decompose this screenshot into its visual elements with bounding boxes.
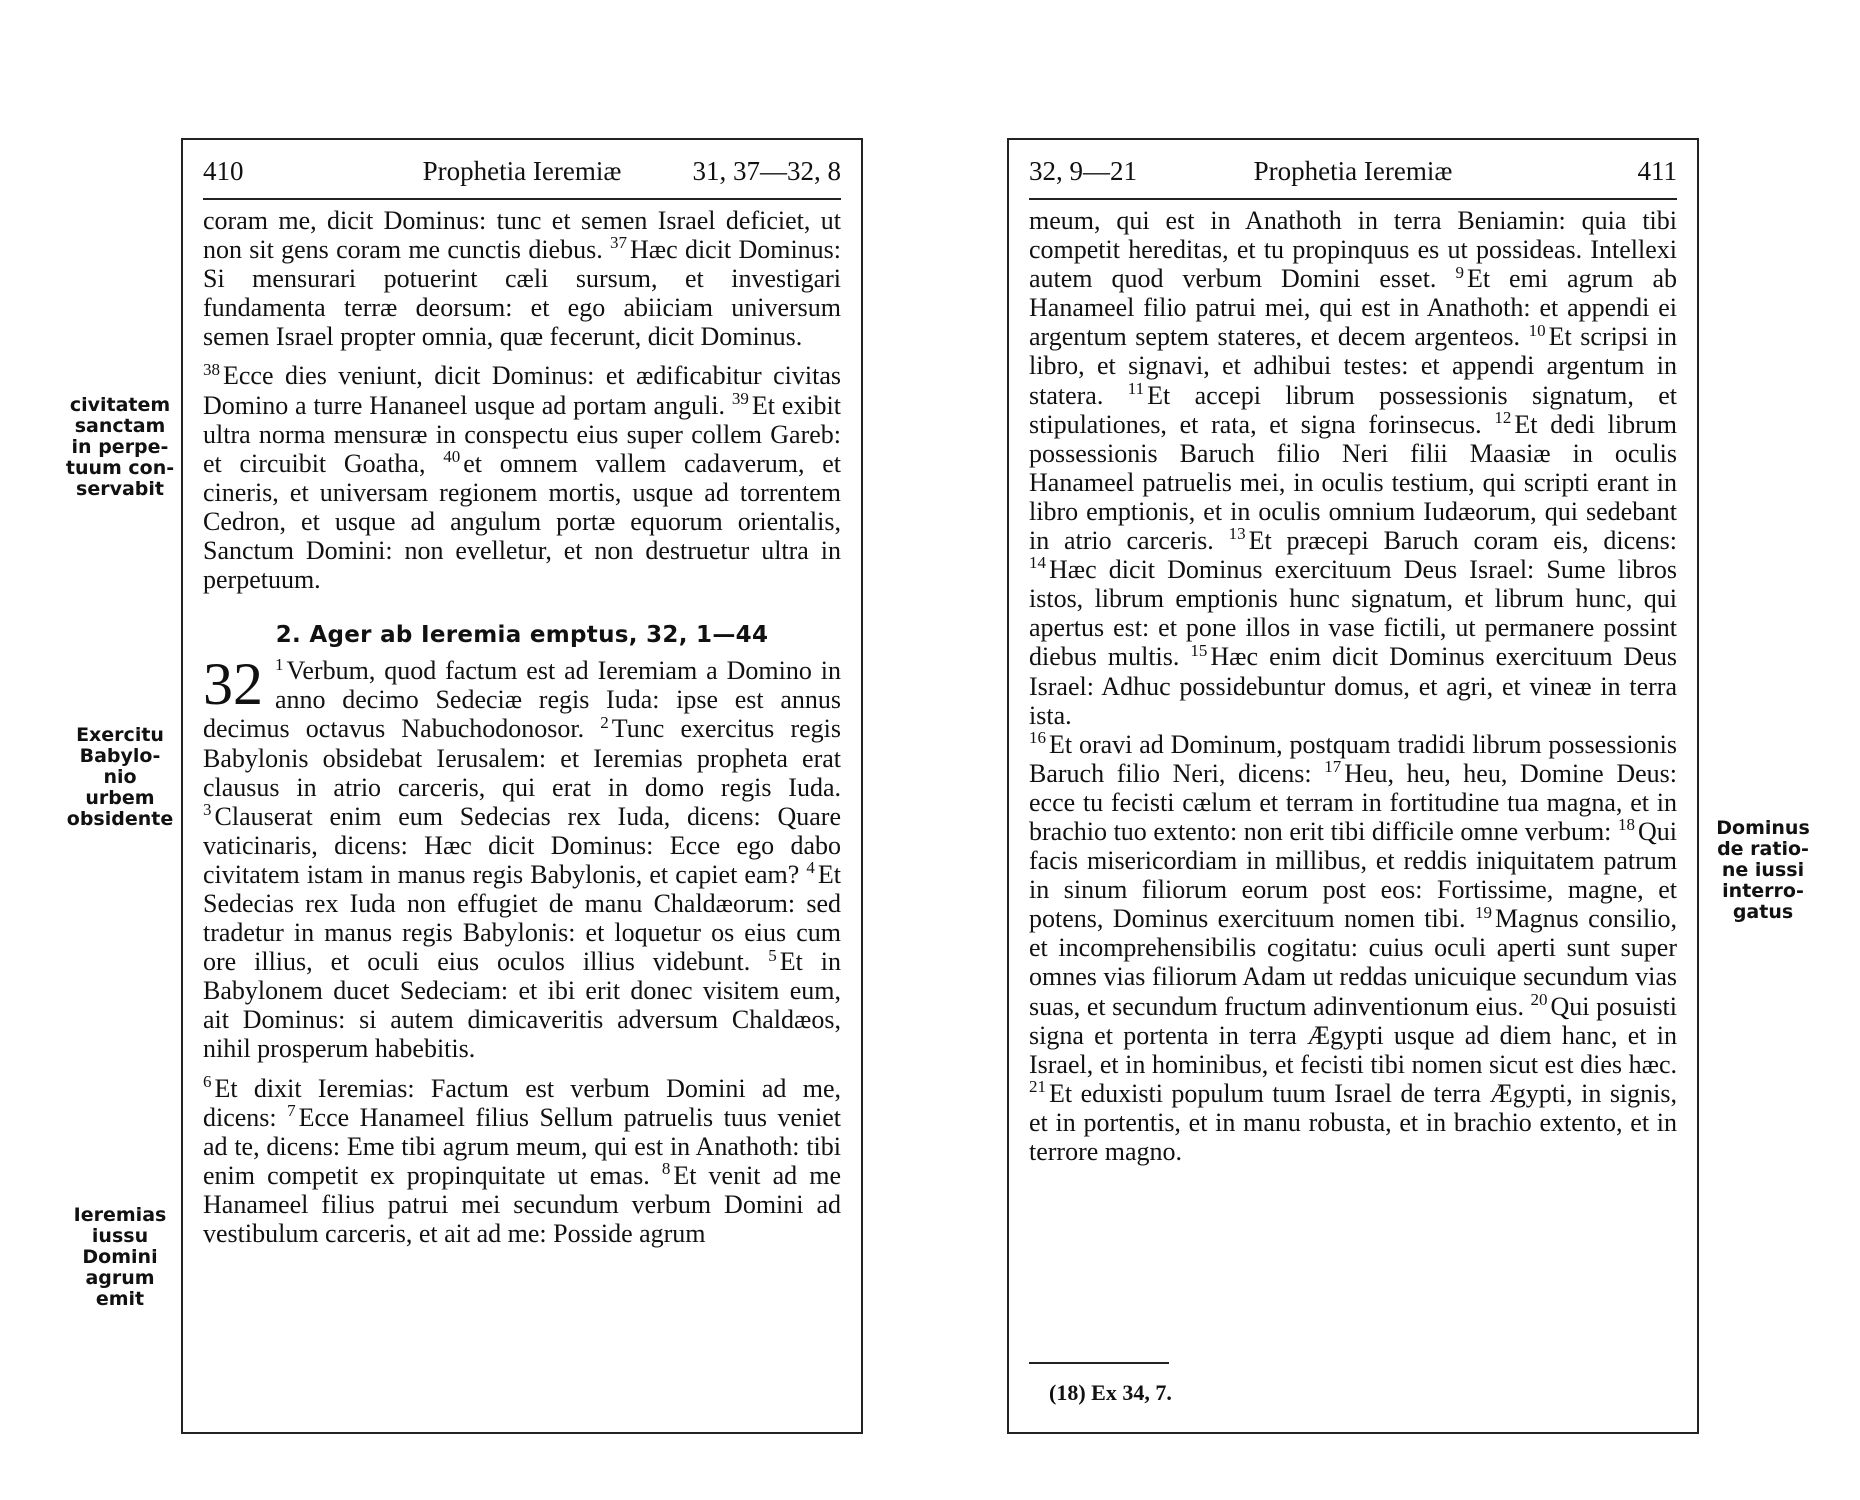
chapter-number: 32 <box>203 651 263 718</box>
paragraph: $^{16}$ Et oravi ad Dominum, postquam tradidi librum possessionis Baruch filio Neri, dicens: $^{17}$ Heu, heu, heu, Domine Deus: ecce tu fecisti cælum et terram in fortitudine tua magna, et in brachio tuo extento: non erit tibi difficile omne verbum: $^{18}$ Qui facis misericordiam in millibus, et reddis iniquitatem patrum in sinum filiorum eorum post eos: Fortissime, magne, et potens, Dominus exercituum nomen tibi. $^{19}$ Magnus consilio, et incomprehensibilis cogitatu: cuius oculi aperti sunt super omnes vias filiorum Adam ut reddas unicuique secundum vias suas, et secundum fructum adinventionum eius. $^{20}$ Qui posuisti signa et portenta in terra Ægypti usque ad diem hanc, et in Israel, et in hominibus, et fecisti tibi nomen sicut est dies hæc. $^{21}$ Et eduxisti populum tuum Israel de terra Ægypti, in signis, et in portentis, et in manu robusta, et in brachio extento, et in terrore magno. <box>1029 728 1678 1166</box>
verse-number: 4 <box>806 858 815 878</box>
right-page-body <box>1029 206 1677 1166</box>
chapter-reference: 31, 37—32, 8 <box>692 156 841 186</box>
paragraph: $^6$ Et dixit Ieremias: Factum est verbum Domini ad me, dicens: $^7$ Ecce Hanameel filius Sellum patruelis tuus veniet ad te, dicens: Eme tibi agrum meum, qui est in Anathoth: tibi enim competit ex propinquitate ut emas. $^8$ Et venit ad me Hanameel filius patrui mei secundum verbum Domini ad vestibulum carceris, et ait ad me: Posside agrum <box>203 1071 842 1248</box>
verse-number: 19 <box>1474 902 1492 922</box>
chapter-reference: 32, 9—21 <box>1029 156 1137 186</box>
margin-note-dominus: Dominus de ratio- ne iussi interro- gatus <box>1716 817 1810 923</box>
verse-number: 3 <box>203 800 212 820</box>
verse-number: 40 <box>443 447 461 467</box>
paragraph: meum, qui est in Anathoth in terra Beniamin: quia tibi competit hereditas, et tu propinquus es ut possideas. Intellexi autem quod verbum Domini esset. $^9$ Et emi agrum ab Hanameel filio patrui mei, qui est in Anathoth: et appendi ei argentum septem stateres, et decem argenteos. $^{10}$ Et scripsi in libro, et signavi, et adhibui testes: et appendi argentum in statera. $^{11}$ Et accepi librum possessionis signatum, et stipulationes, et rata, et signa forinsecus. $^{12}$ Et dedi librum possessionis Baruch filio Neri filii Maasiæ in oculis Hanameel patruelis mei, in oculis testium, qui scripti erant in libro emptionis, et in oculis omnium Iudæorum, qui sedebant in atrio carceris. $^{13}$ Et præcepi Baruch coram eis, dicens: $^{14}$ Hæc dicit Dominus exercituum Deus Israel: Sume libros istos, librum emptionis hunc signatum, et librum hunc, qui apertus est: et pone illos in vase fictili, ut permanere possint diebus multis. $^{15}$ Hæc enim dicit Dominus exercituum Deus Israel: Adhuc possidebuntur domus, et agri, et vineæ in terra ista. <box>1029 206 1678 730</box>
header-rule <box>1029 198 1677 200</box>
verse-number: 1 <box>275 654 284 674</box>
verse-number: 2 <box>600 712 609 732</box>
paragraph: coram me, dicit Dominus: tunc et semen Israel deficiet, ut non sit gens coram me cunctis diebus. $^{37}$ Hæc dicit Dominus: Si mensurari potuerint cæli sursum, et investigari fundamenta terræ deorsum: et ego abiiciam universum semen Israel propter omnia, quæ fecerunt, dicit Dominus. <box>203 206 842 352</box>
footnote-rule <box>1029 1362 1169 1364</box>
verse-number: 6 <box>203 1071 212 1091</box>
verse-number: 14 <box>1029 553 1046 573</box>
verse-number: 15 <box>1190 640 1208 660</box>
running-title: Prophetia Ieremiæ <box>1253 156 1453 186</box>
verse-number: 12 <box>1494 408 1512 427</box>
verse-number: 18 <box>1618 815 1636 835</box>
margin-note-civitatem: civitatem sanctam in perpe- tuum con- servabit <box>65 394 175 500</box>
verse-number: 38 <box>203 359 220 379</box>
verse-number: 7 <box>287 1100 296 1120</box>
verse-number: 20 <box>1530 989 1548 1009</box>
left-page-body <box>203 206 841 1248</box>
running-title: Prophetia Ieremiæ <box>422 156 622 186</box>
paragraph: $^{38}$ Ecce dies veniunt, dicit Dominus: et ædificabitur civitas Domino a turre Hananeel usque ad portam anguli. $^{39}$ Et exibit ultra norma mensuræ in conspectu eius super collem Gareb: et circuibit Goatha, $^{40}$ et omnem vallem cadaverum, et cineris, et universam regionem mortis, usque ad torrentem Cedron, et usque ad angulum portæ equorum orientalis, Sanctum Domini: non evelletur, et non destruetur ultra in perpetuum. <box>203 359 842 595</box>
footnote: (18) Ex 34, 7. <box>1049 1380 1172 1405</box>
verse-number: 16 <box>1029 728 1046 748</box>
verse-number: 5 <box>768 945 777 965</box>
verse-number: 11 <box>1127 378 1145 398</box>
verse-number: 13 <box>1228 524 1246 544</box>
verse-number: 8 <box>661 1159 671 1179</box>
right-page-header <box>1029 150 1677 192</box>
margin-note-ieremias: Ieremias iussu Domini agrum emit <box>73 1204 167 1310</box>
margin-note-exercitu: Exercitu Babylo- nio urbem obsidente <box>66 724 174 830</box>
verse-number: 17 <box>1324 757 1342 777</box>
page-number: 410 <box>203 156 244 186</box>
verse-number: 9 <box>1455 262 1464 282</box>
page-number: 411 <box>1637 156 1677 186</box>
left-page-header <box>203 150 841 192</box>
section-title: 2. Ager ab Ieremia emptus, 32, 1—44 <box>275 622 769 649</box>
header-rule <box>203 198 841 200</box>
verse-number: 21 <box>1029 1077 1046 1097</box>
left-page <box>181 138 863 1434</box>
verse-number: 10 <box>1528 320 1546 340</box>
verse-number: 37 <box>610 233 627 253</box>
right-page <box>1007 138 1699 1434</box>
verse-number: 39 <box>731 388 749 408</box>
paragraph: 32 $^1$ Verbum, quod factum est ad Ieremiam a Domino in anno decimo Sedeciæ regis Iuda: ipse est annus decimus octavus Nabuchodonosor. $^2$ Tunc exercitus regis Babylonis obsidebat Ierusalem: et Ieremias propheta erat clausus in atrio carceris, qui erat in domo regis Iuda. $^3$ Clauserat enim eum Sedecias rex Iuda, dicens: Quare vaticinaris, dicens: Hæc dicit Dominus: Ecce ego dabo civitatem istam in manus regis Babylonis, et capiet eam? $^4$ Et Sedecias rex Iuda non effugiet de manu Chaldæorum: sed tradetur in manus regis Babylonis: et loquetur os eius cum ore illius, et oculi eius oculos illius videbunt. $^5$ Et in Babylonem ducet Sedeciam: et ibi erit donec visitem eum, ait Dominus: si autem dimicaveritis adversum Chaldæos, nihil prosperum habebitis. <box>203 651 842 1064</box>
